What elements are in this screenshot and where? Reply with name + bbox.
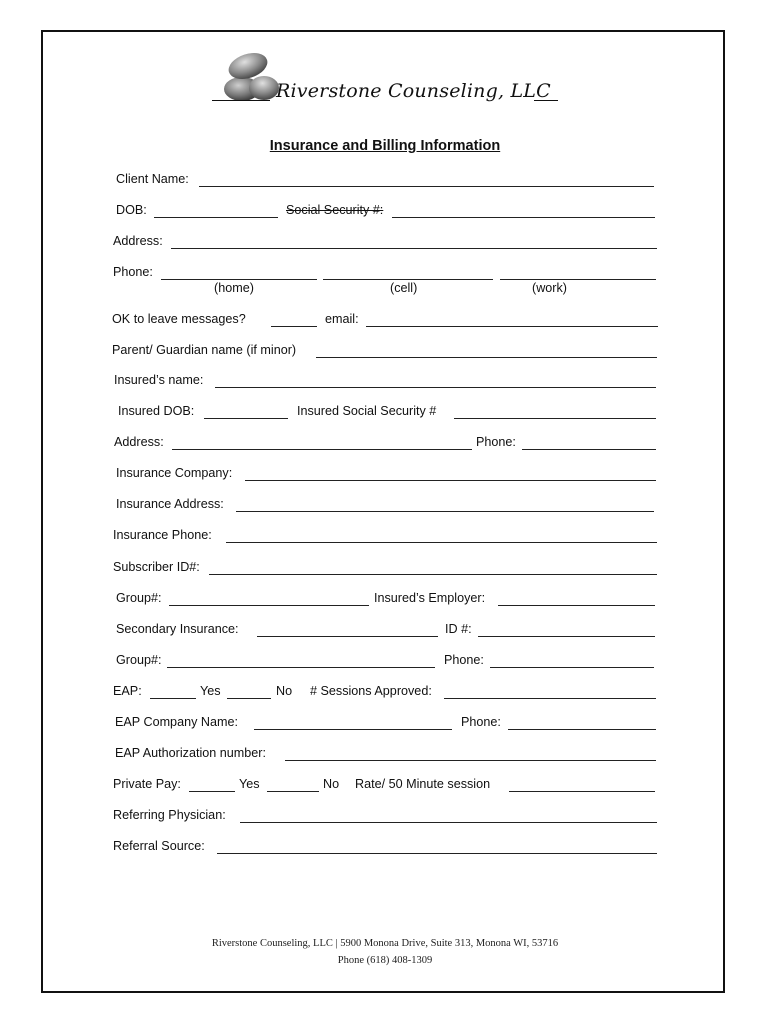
parent-guardian-field[interactable] xyxy=(316,357,657,358)
eap-yes-label: Yes xyxy=(200,684,221,698)
ok-messages-field[interactable] xyxy=(271,326,317,327)
referring-physician-label: Referring Physician: xyxy=(113,808,226,822)
insurance-address-field[interactable] xyxy=(236,511,654,512)
email-label: email: xyxy=(325,312,359,326)
eap-auth-label: EAP Authorization number: xyxy=(115,746,266,760)
referral-source-field[interactable] xyxy=(217,853,657,854)
id-label: ID #: xyxy=(445,622,472,636)
group-field[interactable] xyxy=(169,605,369,606)
private-pay-yes-label: Yes xyxy=(239,777,260,791)
eap-auth-field[interactable] xyxy=(285,760,656,761)
phone2-label: Phone: xyxy=(444,653,484,667)
insured-ssn-field[interactable] xyxy=(454,418,656,419)
footer-address: Riverstone Counseling, LLC | 5900 Monona Drive, Suite 313, Monona WI, 53716 xyxy=(211,938,559,949)
eap-phone-label: Phone: xyxy=(461,715,501,729)
form-title: Insurance and Billing Information xyxy=(269,138,501,154)
insurance-company-field[interactable] xyxy=(245,480,656,481)
insured-name-field[interactable] xyxy=(215,387,656,388)
stones-logo-icon xyxy=(218,46,282,104)
address-field[interactable] xyxy=(171,248,657,249)
ssn-field[interactable] xyxy=(392,217,655,218)
insured-phone-label: Phone: xyxy=(476,435,516,449)
eap-company-label: EAP Company Name: xyxy=(115,715,238,729)
logo-underline-left xyxy=(212,100,270,101)
eap-label: EAP: xyxy=(113,684,142,698)
insurance-address-label: Insurance Address: xyxy=(116,497,224,511)
insured-dob-label: Insured DOB: xyxy=(118,404,195,418)
phone-work-caption: (work) xyxy=(532,281,567,295)
private-pay-label: Private Pay: xyxy=(113,777,181,791)
private-pay-no-label: No xyxy=(323,777,340,791)
ok-messages-label: OK to leave messages? xyxy=(112,312,246,326)
eap-company-field[interactable] xyxy=(254,729,452,730)
company-logo-text: Riverstone Counseling, LLC xyxy=(276,80,551,102)
eap-no-label: No xyxy=(276,684,293,698)
phone2-field[interactable] xyxy=(490,667,654,668)
secondary-insurance-label: Secondary Insurance: xyxy=(116,622,239,636)
group-label: Group#: xyxy=(116,591,162,605)
eap-yes-field[interactable] xyxy=(150,698,196,699)
subscriber-id-field[interactable] xyxy=(209,574,657,575)
insured-phone-field[interactable] xyxy=(522,449,656,450)
parent-guardian-label: Parent/ Guardian name (if minor) xyxy=(112,343,297,357)
private-pay-yes-field[interactable] xyxy=(189,791,235,792)
insurance-phone-field[interactable] xyxy=(226,542,657,543)
group2-field[interactable] xyxy=(167,667,435,668)
ssn-label: Social Security #: xyxy=(286,203,384,217)
insurance-company-label: Insurance Company: xyxy=(116,466,233,480)
id-field[interactable] xyxy=(478,636,655,637)
phone-home-caption: (home) xyxy=(214,281,254,295)
insured-ssn-label: Insured Social Security # xyxy=(297,404,437,418)
private-pay-no-field[interactable] xyxy=(267,791,319,792)
insured-employer-field[interactable] xyxy=(498,605,655,606)
dob-field[interactable] xyxy=(154,217,278,218)
email-field[interactable] xyxy=(366,326,658,327)
subscriber-id-label: Subscriber ID#: xyxy=(113,560,200,574)
footer-phone: Phone (618) 408-1309 xyxy=(337,955,433,966)
client-name-field[interactable] xyxy=(199,186,654,187)
sessions-approved-field[interactable] xyxy=(444,698,656,699)
client-name-label: Client Name: xyxy=(116,172,189,186)
insurance-phone-label: Insurance Phone: xyxy=(113,528,212,542)
phone-home-field[interactable] xyxy=(161,279,317,280)
phone-label: Phone: xyxy=(113,265,153,279)
insured-name-label: Insured’s name: xyxy=(114,373,204,387)
rate-field[interactable] xyxy=(509,791,655,792)
dob-label: DOB: xyxy=(116,203,147,217)
phone-cell-caption: (cell) xyxy=(390,281,418,295)
address-label: Address: xyxy=(113,234,163,248)
insured-address-field[interactable] xyxy=(172,449,472,450)
phone-cell-field[interactable] xyxy=(323,279,493,280)
insured-employer-label: Insured’s Employer: xyxy=(374,591,486,605)
referral-source-label: Referral Source: xyxy=(113,839,205,853)
eap-phone-field[interactable] xyxy=(508,729,656,730)
logo-underline-right xyxy=(534,100,558,101)
secondary-insurance-field[interactable] xyxy=(257,636,438,637)
referring-physician-field[interactable] xyxy=(240,822,657,823)
sessions-approved-label: # Sessions Approved: xyxy=(310,684,432,698)
phone-work-field[interactable] xyxy=(500,279,656,280)
eap-no-field[interactable] xyxy=(227,698,271,699)
rate-label: Rate/ 50 Minute session xyxy=(355,777,491,791)
insured-dob-field[interactable] xyxy=(204,418,288,419)
insured-address-label: Address: xyxy=(114,435,164,449)
group2-label: Group#: xyxy=(116,653,162,667)
